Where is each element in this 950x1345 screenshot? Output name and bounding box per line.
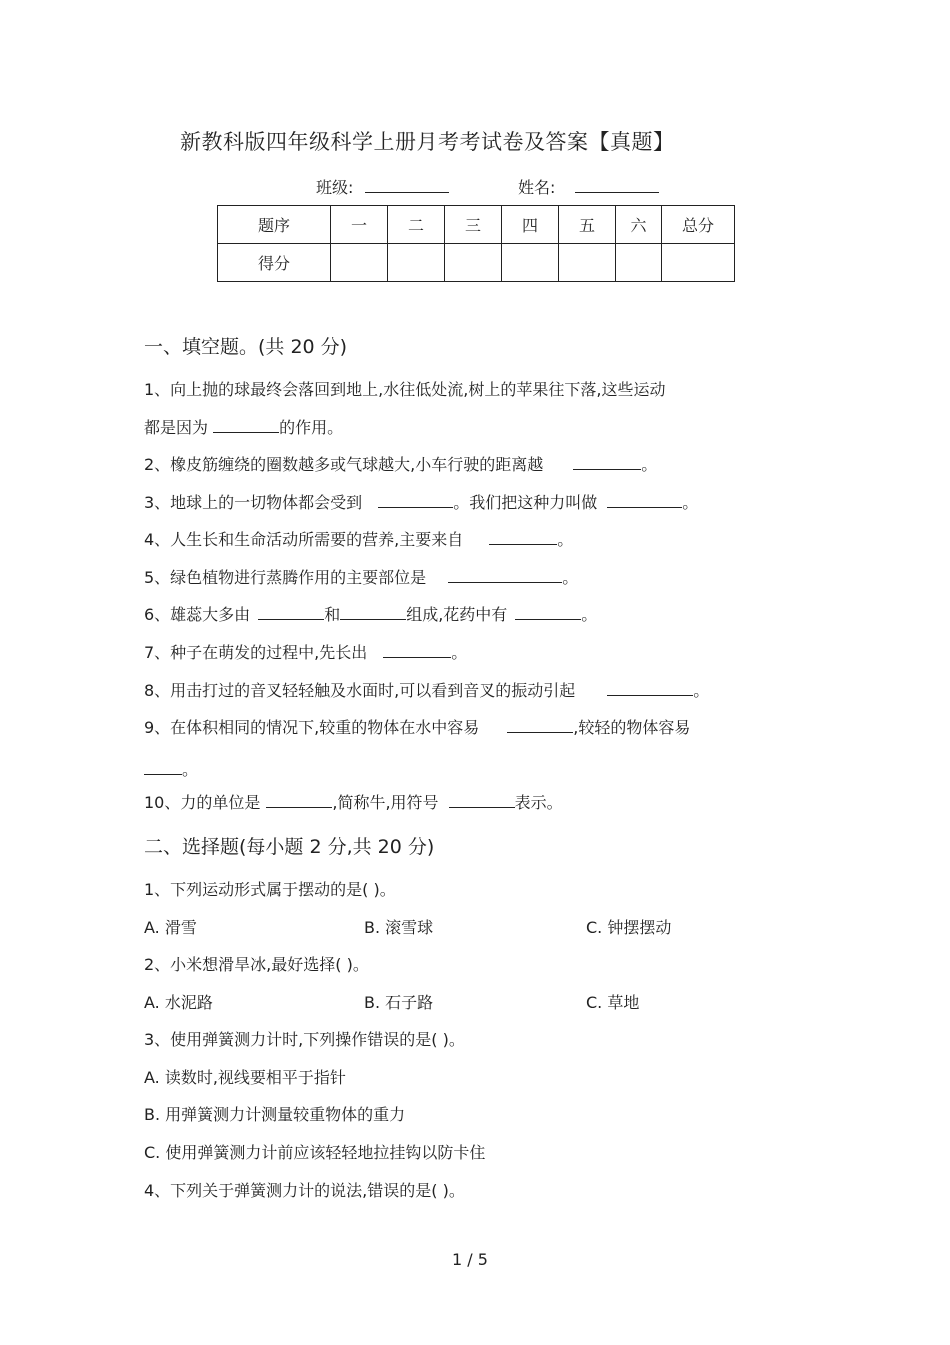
question-9-line2 (144, 757, 198, 780)
q1-option-c[interactable]: C. 钟摆摆动 (586, 918, 672, 937)
class-blank[interactable] (365, 174, 449, 193)
q4-blank[interactable] (489, 528, 557, 545)
question-7 (144, 640, 467, 663)
section2-heading: 二、选择题(每小题 2 分,共 20 分) (144, 836, 435, 858)
q2-option-b[interactable]: B. 石子路 (364, 993, 434, 1012)
q10-blank-1[interactable] (266, 791, 332, 808)
question-9 (144, 715, 690, 738)
q10-blank-2[interactable] (449, 791, 515, 808)
score-table-score-row (218, 244, 735, 282)
name-field (518, 174, 659, 198)
q7-blank[interactable] (383, 641, 451, 658)
choice-question-2: 2、小米想滑旱冰,最好选择( )。 (144, 955, 369, 974)
class-field (316, 174, 449, 198)
header-cell: 总分 (662, 206, 735, 244)
q2-text-end: 。 (641, 455, 658, 474)
q2-option-c[interactable]: C. 草地 (586, 993, 640, 1012)
q5-text-end: 。 (562, 568, 579, 587)
q6-blank-2[interactable] (340, 603, 406, 620)
q9-blank-1[interactable] (507, 716, 573, 733)
q5-text: 5、绿色植物进行蒸腾作用的主要部位是 (144, 568, 427, 587)
score-cell[interactable] (662, 244, 735, 282)
question-1-line2 (144, 415, 343, 438)
q6-blank-1[interactable] (258, 603, 324, 620)
class-label: 班级: (316, 178, 354, 197)
page-title: 新教科版四年级科学上册月考考试卷及答案【真题】 (180, 130, 675, 154)
choice-question-1: 1、下列运动形式属于摆动的是( )。 (144, 880, 396, 899)
q4-text: 4、人生长和生命活动所需要的营养,主要来自 (144, 530, 464, 549)
score-cell[interactable] (502, 244, 559, 282)
question-6 (144, 602, 597, 625)
q9-text: 9、在体积相同的情况下,较重的物体在水中容易 (144, 718, 480, 737)
q1-text: 都是因为 (144, 418, 214, 437)
question-1-line1: 1、向上抛的球最终会落回到地上,水往低处流,树上的苹果往下落,这些运动 (144, 380, 666, 399)
header-cell: 题序 (218, 206, 331, 244)
q4-text-end: 。 (557, 530, 574, 549)
q8-blank[interactable] (607, 679, 693, 696)
q6-text-mid2: 组成,花药中有 (406, 605, 508, 624)
header-cell: 五 (559, 206, 616, 244)
header-cell: 三 (445, 206, 502, 244)
q3-blank-1[interactable] (378, 491, 453, 508)
q8-text-end: 。 (693, 681, 710, 700)
q10-text-mid: ,简称牛,用符号 (332, 793, 439, 812)
q3-option-c[interactable]: C. 使用弹簧测力计前应该轻轻地拉挂钩以防卡住 (144, 1143, 486, 1162)
header-cell: 一 (331, 206, 388, 244)
choice-question-3: 3、使用弹簧测力计时,下列操作错误的是( )。 (144, 1030, 465, 1049)
header-cell: 二 (388, 206, 445, 244)
q3-text-mid: 。我们把这种力叫做 (453, 493, 598, 512)
score-cell[interactable] (388, 244, 445, 282)
q6-text: 6、雄蕊大多由 (144, 605, 251, 624)
q3-text: 3、地球上的一切物体都会受到 (144, 493, 363, 512)
q9-blank-2[interactable] (144, 758, 182, 775)
q3-blank-2[interactable] (607, 491, 682, 508)
q2-blank[interactable] (573, 453, 641, 470)
page-number: 1 / 5 (452, 1250, 488, 1269)
row-label-cell: 得分 (218, 244, 331, 282)
q5-blank[interactable] (448, 566, 562, 583)
header-cell: 六 (616, 206, 662, 244)
choice-question-4: 4、下列关于弹簧测力计的说法,错误的是( )。 (144, 1181, 465, 1200)
question-8 (144, 678, 709, 701)
name-blank[interactable] (575, 174, 659, 193)
score-cell[interactable] (445, 244, 502, 282)
header-cell: 四 (502, 206, 559, 244)
question-3 (144, 490, 698, 513)
q6-blank-3[interactable] (515, 603, 581, 620)
q10-text: 10、力的单位是 (144, 793, 261, 812)
name-label: 姓名: (518, 178, 556, 197)
question-5 (144, 565, 578, 588)
section1-heading: 一、填空题。(共 20 分) (144, 336, 348, 358)
q1-option-a[interactable]: A. 滑雪 (144, 918, 197, 937)
q7-text: 7、种子在萌发的过程中,先长出 (144, 643, 368, 662)
q3-option-b[interactable]: B. 用弹簧测力计测量较重物体的重力 (144, 1105, 406, 1124)
q10-text-end: 表示。 (514, 793, 563, 812)
q7-text-end: 。 (451, 643, 468, 662)
q9-text-end: 。 (182, 760, 199, 779)
score-cell[interactable] (559, 244, 616, 282)
question-4 (144, 527, 573, 550)
q3-option-a[interactable]: A. 读数时,视线要相平于指针 (144, 1068, 346, 1087)
score-table-header-row (218, 206, 735, 244)
q9-text-mid: ,较轻的物体容易 (573, 718, 691, 737)
score-table (217, 205, 735, 282)
q1-option-b[interactable]: B. 滚雪球 (364, 918, 434, 937)
q6-text-end: 。 (581, 605, 598, 624)
question-10 (144, 790, 563, 813)
q2-text: 2、橡皮筋缠绕的圈数越多或气球越大,小车行驶的距离越 (144, 455, 544, 474)
q1-text-end: 的作用。 (279, 418, 344, 437)
question-2 (144, 452, 657, 475)
score-cell[interactable] (616, 244, 662, 282)
q6-text-mid1: 和 (324, 605, 341, 624)
q1-blank[interactable] (213, 416, 279, 433)
q8-text: 8、用击打过的音叉轻轻触及水面时,可以看到音叉的振动引起 (144, 681, 576, 700)
q3-text-end: 。 (682, 493, 699, 512)
score-cell[interactable] (331, 244, 388, 282)
q2-option-a[interactable]: A. 水泥路 (144, 993, 213, 1012)
